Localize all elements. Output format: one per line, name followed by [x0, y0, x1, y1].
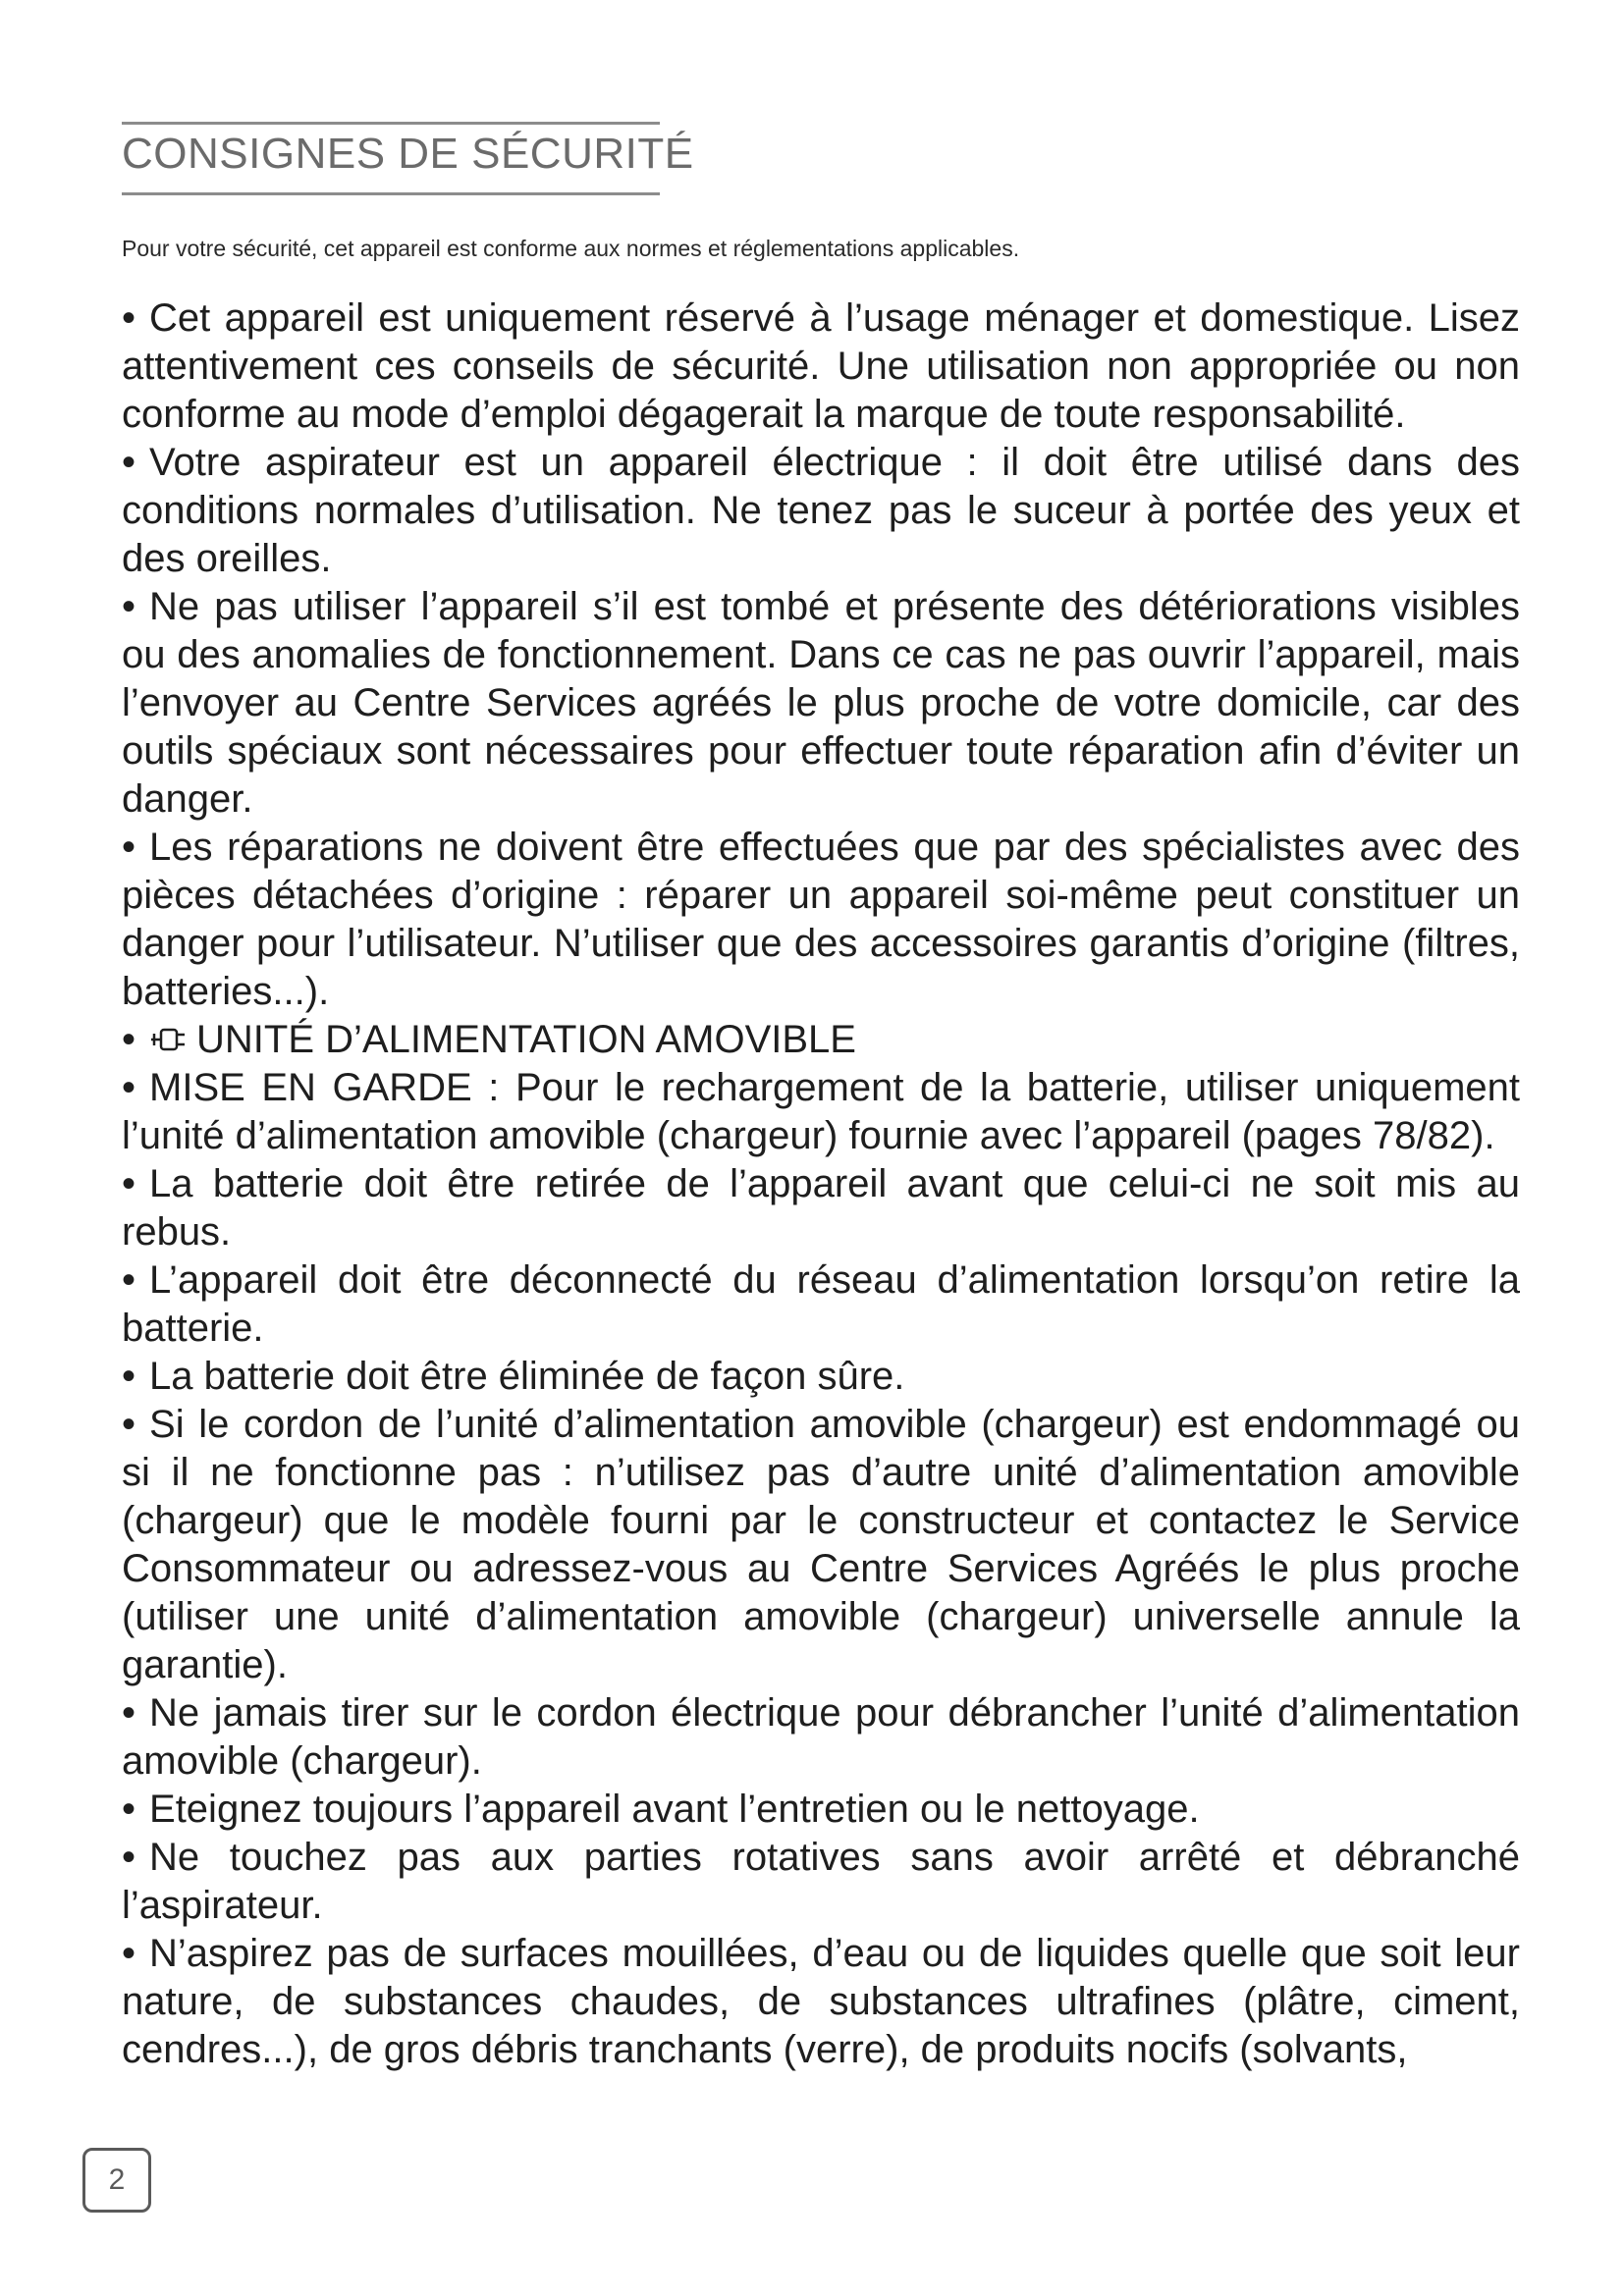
bullet: •	[122, 1788, 136, 1831]
title-rule-top	[122, 122, 660, 125]
safety-item	[122, 1930, 1520, 2074]
title-rule-bottom	[122, 192, 660, 195]
safety-item	[122, 1160, 1520, 1256]
bullet: •	[122, 1018, 136, 1061]
safety-item-text: Ne touchez pas aux parties rotatives sans avoir arrêté et débranché l’aspirateur.	[122, 1836, 1520, 1927]
safety-item	[122, 1064, 1520, 1160]
bullet: •	[122, 441, 136, 484]
safety-item-text: Ne jamais tirer sur le cordon électrique pour débrancher l’unité d’alimentation amovible (chargeur).	[122, 1691, 1520, 1783]
bullet: •	[122, 1691, 136, 1735]
safety-item-text: Les réparations ne doivent être effectuées que par des spécialistes avec des pièces détachées d’origine : réparer un appareil soi-même peut constituer un danger pour l’utilisateur. N’utiliser que des accessoires garantis d’origine (filtres, batteries...).	[122, 826, 1520, 1013]
bullet: •	[122, 1162, 136, 1205]
page-title: CONSIGNES DE SÉCURITÉ	[122, 130, 694, 178]
safety-item-text: Cet appareil est uniquement réservé à l’usage ménager et domestique. Lisez attentivement ces conseils de sécurité. Une utilisation non appropriée ou non conforme au mode d’emploi dégagerait la marque de toute responsabilité.	[122, 296, 1520, 436]
intro-text: Pour votre sécurité, cet appareil est conforme aux normes et réglementations applicables.	[122, 236, 1020, 261]
safety-item	[122, 294, 1520, 439]
bullet: •	[122, 826, 136, 869]
safety-item	[122, 1256, 1520, 1353]
page-number-box	[82, 2148, 151, 2213]
bullet: •	[122, 1258, 136, 1302]
safety-item	[122, 824, 1520, 1016]
safety-item	[122, 583, 1520, 824]
safety-item-text: L’appareil doit être déconnecté du réseau d’alimentation lorsqu’on retire la batterie.	[122, 1258, 1520, 1350]
bullet: •	[122, 1066, 136, 1109]
safety-item-text: MISE EN GARDE : Pour le rechargement de la batterie, utiliser uniquement l’unité d’alimentation amovible (chargeur) fournie avec l’appareil (pages 78/82).	[122, 1066, 1520, 1157]
safety-item-text: Si le cordon de l’unité d’alimentation amovible (chargeur) est endommagé ou si il ne fonctionne pas : n’utilisez pas d’autre unité d’alimentation amovible (chargeur) que le modèle fourni par le constructeur et contactez le Service Consommateur ou adressez-vous au Centre Services Agréés le plus proche (utiliser une unité d’alimentation amovible (chargeur) universelle annule la garantie).	[122, 1403, 1520, 1686]
safety-item	[122, 1689, 1520, 1786]
bullet: •	[122, 585, 136, 628]
safety-item-heading	[122, 1016, 1520, 1064]
safety-item	[122, 1353, 1520, 1401]
safety-instructions	[122, 294, 1520, 2074]
bullet: •	[122, 1403, 136, 1446]
bullet: •	[122, 1932, 136, 1975]
bullet: •	[122, 1836, 136, 1879]
safety-item-text: Votre aspirateur est un appareil électrique : il doit être utilisé dans des conditions normales d’utilisation. Ne tenez pas le suceur à portée des yeux et des oreilles.	[122, 441, 1520, 580]
safety-item	[122, 1786, 1520, 1834]
bullet: •	[122, 296, 136, 340]
charger-plug-icon	[149, 1018, 192, 1047]
safety-item-text: UNITÉ D’ALIMENTATION AMOVIBLE	[196, 1018, 856, 1061]
bullet: •	[122, 1355, 136, 1398]
safety-item	[122, 1401, 1520, 1689]
safety-item-text: Ne pas utiliser l’appareil s’il est tombé et présente des détériorations visibles ou des anomalies de fonctionnement. Dans ce cas ne pas ouvrir l’appareil, mais l’envoyer au Centre Services agréés le plus proche de votre domicile, car des outils spéciaux sont nécessaires pour effectuer toute réparation afin d’éviter un danger.	[122, 585, 1520, 821]
safety-item-text: N’aspirez pas de surfaces mouillées, d’eau ou de liquides quelle que soit leur nature, de substances chaudes, de substances ultrafines (plâtre, ciment, cendres...), de gros débris tranchants (verre), de produits nocifs (solvants,	[122, 1932, 1520, 2071]
safety-item	[122, 439, 1520, 583]
safety-item	[122, 1834, 1520, 1930]
safety-item-text: La batterie doit être retirée de l’appareil avant que celui-ci ne soit mis au rebus.	[122, 1162, 1520, 1254]
safety-item-text: Eteignez toujours l’appareil avant l’entretien ou le nettoyage.	[149, 1788, 1200, 1831]
page-number: 2	[108, 2163, 126, 2196]
safety-item-text: La batterie doit être éliminée de façon sûre.	[149, 1355, 905, 1398]
